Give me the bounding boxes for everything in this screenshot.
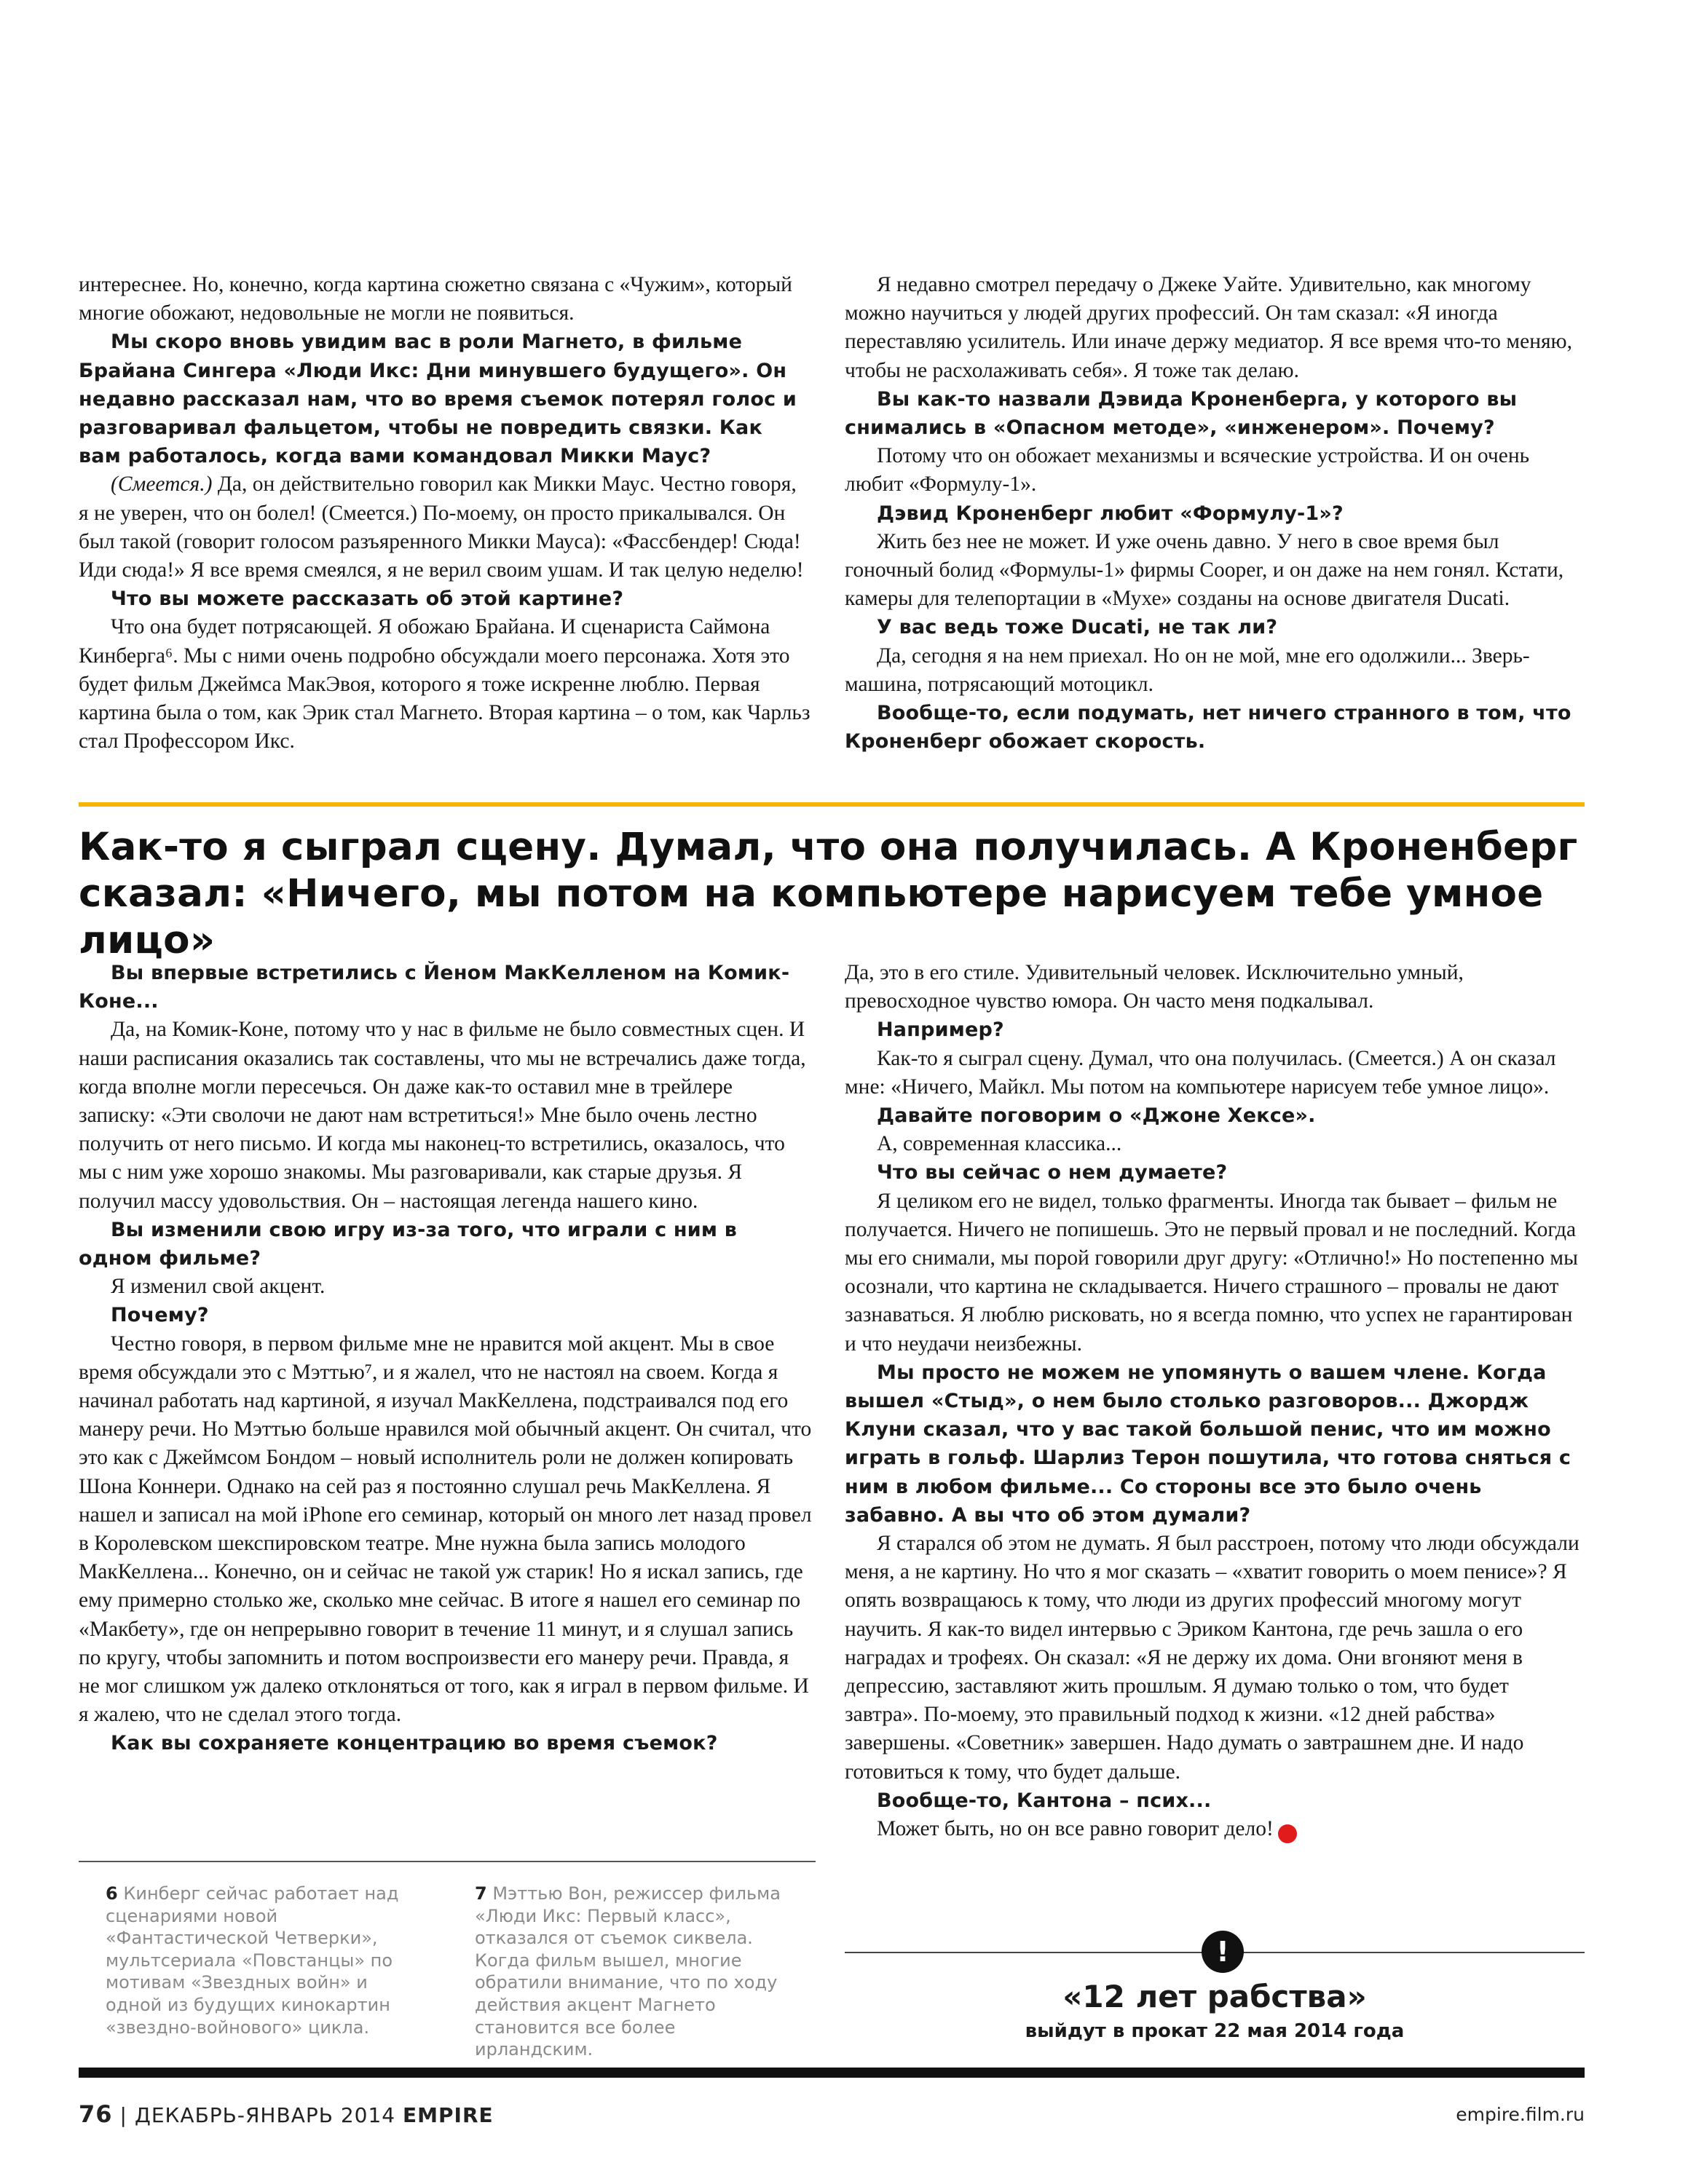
- paragraph-text: Да, это в его стиле. Удивительный человек. Исключительно умный, превосходное чувство юмора. Он часто меня подкалывал.: [845, 961, 1464, 1013]
- interview-answer: [845, 1045, 1585, 1101]
- paragraph-text: Дэвид Кроненберг любит «Формулу-1»?: [877, 502, 1344, 525]
- website-url: empire.film.ru: [1456, 2104, 1585, 2125]
- paragraph-text: Да, сегодня я на нем приехал. Но он не мой, мне его одолжили... Зверь-машина, потрясающий мотоцикл.: [845, 644, 1530, 696]
- footnote-6: [106, 1883, 426, 2038]
- yellow-divider: [79, 802, 1585, 807]
- interview-answer: [845, 271, 1585, 385]
- paragraph-text: У вас ведь тоже Ducati, не так ли?: [877, 616, 1278, 639]
- interview-question: [845, 499, 1585, 528]
- issue-date: ДЕКАБРЬ-ЯНВАРЬ 2014: [134, 2103, 396, 2127]
- interview-question: [845, 1358, 1585, 1530]
- paragraph-text: Я изменил свой акцент.: [111, 1275, 326, 1299]
- footnote-text: Кинберг сейчас работает над сценариями новой «Фантастической Четверки», мультсериала «Повстанцы» по мотивам «Звездных войн» и одной из будущих кинокартин «звездно-войнового» цикла.: [106, 1883, 399, 2038]
- interview-answer: [845, 1530, 1585, 1787]
- interview-question: [79, 1216, 814, 1273]
- paragraph-text: Мы просто не можем не упомянуть о вашем члене. Когда вышел «Стыд», о нем было столько разговоров... Джордж Клуни сказал, что у вас такой большой пенис, что им можно играть в гольф. Шарлиз Терон пошутила, что готова сняться с ним в любом фильме... Со стороны все это было очень забавно. А вы что об этом думали?: [845, 1361, 1571, 1527]
- interview-answer: [79, 1273, 814, 1301]
- interview-answer: [845, 642, 1585, 699]
- paragraph-text: Как-то я сыграл сцену. Думал, что она получилась. (Смеется.) А он сказал мне: «Ничего, Майкл. Мы потом на компьютере нарисуем тебе умное лицо».: [845, 1046, 1556, 1099]
- paragraph-text: Потому что он обожает механизмы и всяческие устройства. И он очень любит «Формулу-1».: [845, 444, 1530, 496]
- footnote-number: 6: [106, 1883, 118, 1904]
- stage-direction: (Смеется.): [111, 472, 213, 496]
- column-top-left: [79, 271, 811, 756]
- paragraph-text: А, современная классика...: [877, 1132, 1122, 1156]
- paragraph-text: Вообще-то, Кантона – псих...: [877, 1789, 1212, 1812]
- interview-answer: [79, 613, 811, 756]
- interview-question: [845, 385, 1585, 442]
- interview-answer: [79, 1016, 814, 1215]
- paragraph-text: Что вы сейчас о нем думаете?: [877, 1161, 1228, 1184]
- column-bottom-left: [79, 959, 814, 1758]
- promo-title: «12 лет рабства»: [1062, 1979, 1367, 2014]
- footnote-7: [475, 1883, 795, 2061]
- interview-answer: [845, 1815, 1585, 1843]
- folio-separator: |: [119, 2103, 127, 2127]
- end-mark-icon: E: [1278, 1824, 1297, 1843]
- exclamation-icon: !: [1202, 1931, 1244, 1973]
- interview-question: [79, 585, 811, 613]
- paragraph-text: Как вы сохраняете концентрацию во время съемок?: [111, 1732, 718, 1755]
- interview-answer: [79, 271, 811, 328]
- interview-question: [845, 613, 1585, 641]
- interview-answer: [845, 959, 1585, 1016]
- interview-question: [845, 699, 1585, 756]
- paragraph-text: Вообще-то, если подумать, нет ничего странного в том, что Кроненберг обожает скорость.: [845, 702, 1571, 753]
- paragraph-text: Я старался об этом не думать. Я был расстроен, потому что люди обсуждали меня, а не картину. Но что я мог сказать – «хватит говорить о моем пенисе»? Я опять возвращаюсь к тому, что люди из других профессий многому могут научить. Я как-то видел интервью с Эриком Кантона, где речь зашла о его наградах и трофеях. Он сказал: «Я не держу их дома. Они вгоняют меня в депрессию, заставляют жить прошлым. Я думаю только о том, что будет завтра». По-моему, это правильный подход к жизни. «12 дней рабства» завершены. «Советник» завершен. Надо думать о завтрашнем дне. И надо готовиться к тому, что будет дальше.: [845, 1532, 1579, 1784]
- footer-bar: [79, 2068, 1585, 2078]
- paragraph-text: Что она будет потрясающей. Я обожаю Брайана. И сценариста Саймона Кинберга⁶. Мы с ними очень подробно обсуждали моего персонажа. Хотя это будет фильм Джеймса МакЭвоя, которого я тоже искренне люблю. Первая картина была о том, как Эрик стал Магнето. Вторая картина – о том, как Чарльз стал Профессором Икс.: [79, 615, 811, 753]
- paragraph-text: Мы скоро вновь увидим вас в роли Магнето, в фильме Брайана Сингера «Люди Икс: Дни минувшего будущего». Он недавно рассказал нам, что во время съемок потерял голос и разговаривал фальцетом, чтобы не повредить связки. Как вам работалось, когда вами командовал Микки Маус?: [79, 331, 797, 468]
- paragraph-text: Например?: [877, 1018, 1004, 1042]
- page-number: 76: [79, 2100, 113, 2128]
- paragraph-text: интереснее. Но, конечно, когда картина сюжетно связана с «Чужим», который многие обожают, недовольные не могли не появиться.: [79, 273, 792, 325]
- paragraph-text: Давайте поговорим о «Джоне Хексе».: [877, 1104, 1316, 1128]
- interview-question: [79, 959, 814, 1016]
- magazine-name: EMPIRE: [403, 2103, 494, 2127]
- folio: [79, 2101, 494, 2129]
- footnote-number: 7: [475, 1883, 487, 1904]
- interview-question: [845, 1016, 1585, 1044]
- paragraph-text: Вы изменили свою игру из-за того, что играли с ним в одном фильме?: [79, 1218, 738, 1270]
- interview-question: [79, 1729, 814, 1757]
- interview-question: [79, 328, 811, 470]
- paragraph-text: Честно говоря, в первом фильме мне не нравится мой акцент. Мы в свое время обсуждали это с Мэттью⁷, и я жалел, что не настоял на своем. Когда я начинал работать над картиной, я изучал МакКеллена, подстраивался под его манеру речи. Но Мэттью больше нравился мой обычный акцент. Он считал, что это как с Джеймсом Бондом – новый исполнитель роли не должен копировать Шона Коннери. Однако на сей раз я постоянно слушал речь МакКеллена. Я нашел и записал на мой iPhone его семинар, который он много лет назад провел в Королевском шекспировском театре. Мне нужна была запись молодого МакКеллена... Конечно, он и сейчас не такой уж старик! Но я искал запись, где ему примерно столько же, сколько мне сейчас. В итоге я нашел его семинар по «Макбету», где он непрерывно говорит в течение 11 минут, и я слушал запись по кругу, чтобы запомнить и потом воспроизвести его манеру речи. Правда, я не мог слишком уж далеко отклоняться от того, как я играл в первом фильме. И я жалею, что не сделал этого тогда.: [79, 1332, 812, 1727]
- paragraph-text: Да, он действительно говорил как Микки Маус. Честно говоря, я не уверен, что он болел! (Смеется.) По-моему, он просто прикалывался. Он был такой (говорит голосом разъяренного Микки Мауса): «Фассбендер! Сюда! Иди сюда!» Я все время смеялся, я не верил своим ушам. И так целую неделю!: [79, 472, 804, 582]
- interview-answer: [79, 1330, 814, 1730]
- interview-answer: [845, 1187, 1585, 1358]
- footnote-text: Мэттью Вон, режиссер фильма «Люди Икс: Первый класс», отказался от съемок сиквела. Когда фильм вышел, многие обратили внимание, что по ходу действия акцент Магнето становится все более ирландским.: [475, 1883, 781, 2060]
- interview-answer: [845, 1130, 1585, 1158]
- paragraph-text: Почему?: [111, 1304, 209, 1327]
- paragraph-text: Вы как-то назвали Дэвида Кроненберга, у которого вы снимались в «Опасном методе», «инженером». Почему?: [845, 387, 1518, 440]
- pull-quote: Как-то я сыграл сцену. Думал, что она получилась. А Кроненберг сказал: «Ничего, мы потом на компьютере нарисуем тебе умное лицо»: [79, 825, 1578, 962]
- interview-answer: [845, 442, 1585, 499]
- column-top-right: [845, 271, 1585, 756]
- footnote-rule: [79, 1861, 816, 1862]
- interview-question: [845, 1101, 1585, 1130]
- interview-question: [845, 1158, 1585, 1187]
- paragraph-text: Я целиком его не видел, только фрагменты. Иногда так бывает – фильм не получается. Ничего не попишешь. Это не первый провал и не последний. Когда мы его снимали, мы порой говорили друг другу: «Отлично!» Но постепенно мы осознали, что картина не складывается. Ничего страшного – провалы не дают зазнаваться. Я люблю рисковать, но я всегда помню, что успех не гарантирован и что неудачи неизбежны.: [845, 1189, 1578, 1356]
- paragraph-text: Что вы можете рассказать об этой картине?: [111, 587, 624, 611]
- paragraph-text: Вы впервые встретились с Йеном МакКелленом на Комик-Коне...: [79, 962, 790, 1013]
- paragraph-text: Жить без нее не может. И уже очень давно. У него в свое время был гоночный болид «Формулы-1» фирмы Cooper, и он даже на нем гонял. Кстати, камеры для телепортации в «Мухе» созданы на основе двигателя Ducati.: [845, 529, 1564, 611]
- paragraph-text: Я недавно смотрел передачу о Джеке Уайте. Удивительно, как многому можно научиться у людей других профессий. Он там сказал: «Я иногда переставляю усилитель. Или иначе держу медиатор. Я все время что-то меняю, чтобы не расхолаживать себя». Я тоже так делаю.: [845, 273, 1572, 382]
- interview-question: [845, 1787, 1585, 1815]
- paragraph-text: Может быть, но он все равно говорит дело!: [877, 1817, 1274, 1841]
- interview-answer: [845, 528, 1585, 614]
- column-bottom-right: [845, 959, 1585, 1843]
- paragraph-text: Да, на Комик-Коне, потому что у нас в фильме не было совместных сцен. И наши расписания оказались так составлены, что мы не встречались даже тогда, когда вполне могли пересечься. Он даже как-то оставил мне в трейлере записку: «Эти сволочи не дают нам встретиться!» Мне было очень лестно получить от него письмо. И когда мы наконец-то встретились, оказалось, что мы с ним уже хорошо знакомы. Мы разговаривали, как старые друзья. Я получил массу удовольствия. Он – настоящая легенда нашего кино.: [79, 1018, 806, 1213]
- promo-subtitle: выйдут в прокат 22 мая 2014 года: [1025, 2020, 1405, 2042]
- interview-question: [79, 1301, 814, 1329]
- interview-answer: [79, 470, 811, 585]
